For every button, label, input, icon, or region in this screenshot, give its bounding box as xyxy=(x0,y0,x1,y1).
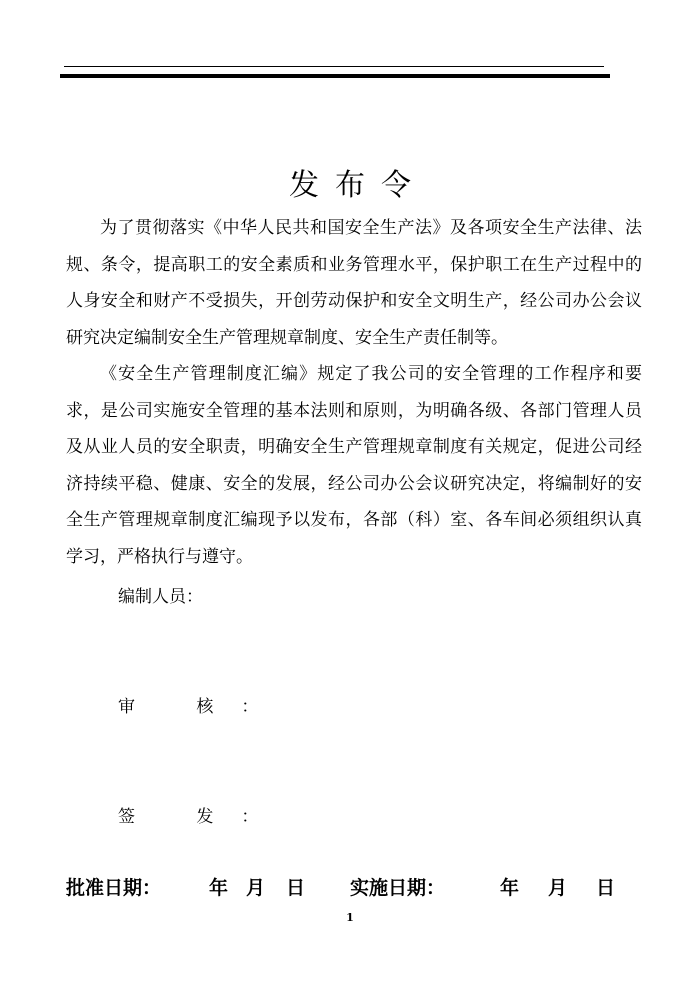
document-title: 发布令 xyxy=(289,168,427,203)
paragraph-2: 《安全生产管理制度汇编》规定了我公司的安全管理的工作程序和要求，是公司实施安全管理的基本法则和原则，为明确各级、各部门管理人员及从业人员的安全职责，明确安全生产管理规章制度有关规定，促进公司经济持续平稳、健康、安全的发展，经公司办公会议研究决定，将编制好的安全生产管理规章制度汇编现予以发布，各部（科）室、各车间必须组织认真学习，严格执行与遵守。 xyxy=(66,364,642,567)
header-rule-thick xyxy=(60,74,610,78)
date-row xyxy=(66,873,626,903)
paragraph-1: 为了贯彻落实《中华人民共和国安全生产法》及各项安全生产法律、法规、条令，提高职工的安全素质和业务管理水平，保护职工在生产过程中的人身安全和财产不受损失，开创劳动保护和安全文明生产，经公司办公会议研究决定编制安全生产管理规章制度、安全生产责任制等。 xyxy=(66,218,642,348)
approval-date-label: 批准日期： xyxy=(66,877,162,899)
reviewer-label: 审 核： xyxy=(118,697,287,717)
compiler-label: 编制人员： xyxy=(118,587,203,607)
implementation-date-label: 实施日期： xyxy=(350,877,446,899)
approval-month: 月 xyxy=(246,877,266,899)
implementation-day: 日 xyxy=(596,877,616,899)
issuer-label: 签 发： xyxy=(118,807,287,827)
approval-year: 年 xyxy=(209,877,229,899)
page-number: 1 xyxy=(346,911,354,924)
approval-day: 日 xyxy=(286,877,306,899)
document-body xyxy=(66,210,642,575)
implementation-year: 年 xyxy=(500,877,520,899)
header-rule-thin xyxy=(64,66,604,67)
implementation-month: 月 xyxy=(548,877,568,899)
